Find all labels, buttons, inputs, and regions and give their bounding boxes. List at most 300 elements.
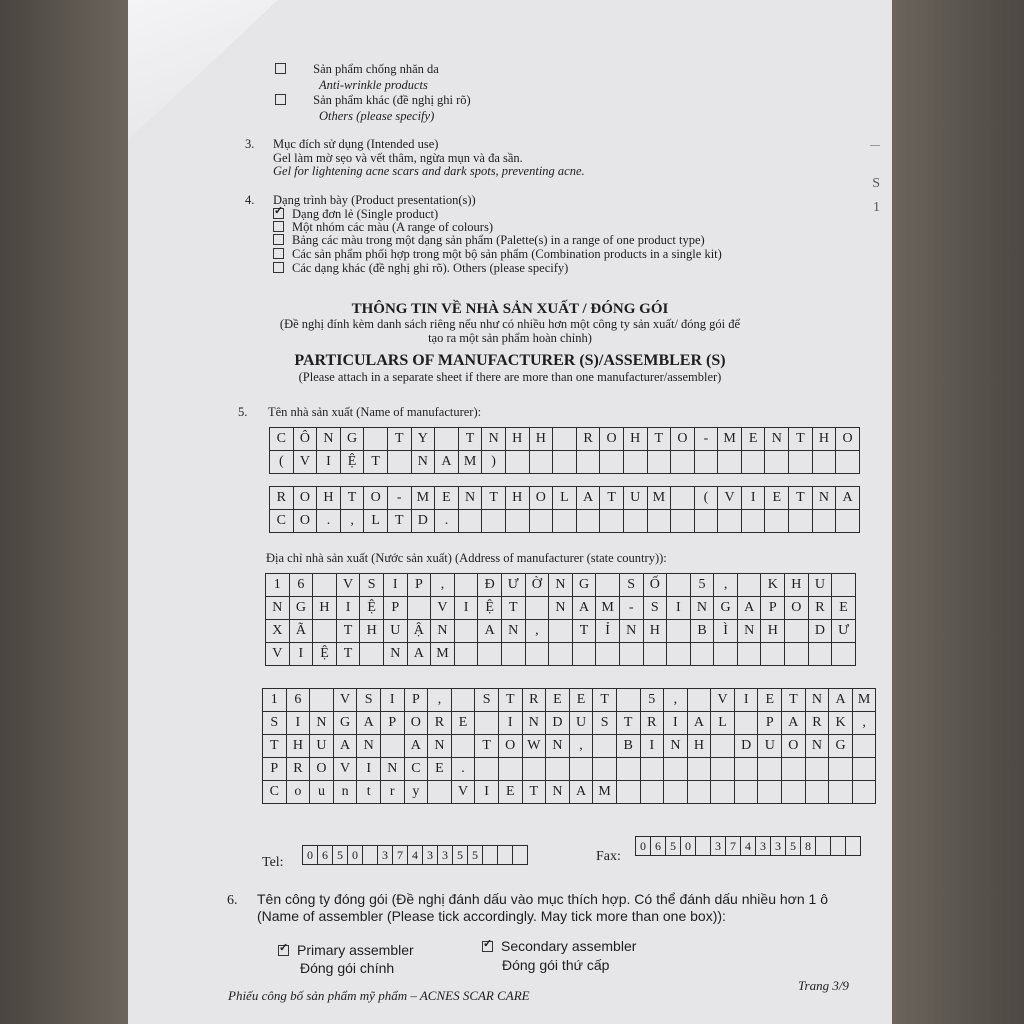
grid-cell: V — [333, 689, 357, 712]
grid-cell — [687, 758, 711, 781]
grid-cell — [711, 735, 735, 758]
fax-label: Fax: — [596, 849, 621, 864]
grid-cell — [498, 758, 522, 781]
grid-cell — [553, 451, 577, 474]
grid-row — [270, 451, 860, 474]
grid-cell: V — [333, 758, 357, 781]
grid-cell: U — [310, 735, 334, 758]
grid-cell: V — [293, 451, 317, 474]
grid-cell: N — [266, 597, 290, 620]
grid-cell — [836, 510, 860, 533]
grid-cell: N — [619, 620, 643, 643]
grid-cell: E — [569, 689, 593, 712]
grid-cell: I — [317, 451, 341, 474]
grid-cell: y — [404, 781, 428, 804]
grid-cell: S — [263, 712, 287, 735]
grid-cell — [313, 574, 337, 597]
grid-cell — [505, 451, 529, 474]
grid-cell: E — [498, 781, 522, 804]
grid-cell: A — [687, 712, 711, 735]
manufacturer-name-en-grid — [269, 486, 860, 533]
grid-cell: 5 — [333, 846, 348, 865]
grid-cell: Ệ — [360, 597, 384, 620]
address-label: Địa chỉ nhà sản xuất (Nước sản xuất) (Address of manufacturer (state country)): — [266, 551, 667, 565]
grid-cell — [482, 510, 506, 533]
grid-row — [266, 620, 856, 643]
grid-cell: U — [383, 620, 407, 643]
grid-cell: u — [310, 781, 334, 804]
grid-cell: T — [647, 428, 671, 451]
grid-cell: K — [761, 574, 785, 597]
grid-cell: N — [765, 428, 789, 451]
presentation-option — [273, 247, 722, 261]
checkbox-icon — [273, 262, 284, 273]
checkbox-icon — [273, 248, 284, 259]
grid-cell — [498, 846, 513, 865]
grid-row — [303, 846, 528, 865]
grid-cell: 5 — [453, 846, 468, 865]
grid-cell: A — [357, 712, 381, 735]
grid-cell: D — [734, 735, 758, 758]
tel-grid — [302, 845, 528, 865]
presentation-title: Dạng trình bày (Product presentation(s)) — [273, 193, 476, 207]
heading-en-note: (Please attach in a separate sheet if there are more than one manufacturer/assembler) — [298, 370, 722, 384]
grid-cell — [623, 451, 647, 474]
grid-cell — [549, 643, 573, 666]
grid-cell: Y — [411, 428, 435, 451]
grid-cell: t — [357, 781, 381, 804]
grid-row — [263, 781, 876, 804]
grid-cell: H — [812, 428, 836, 451]
grid-cell: O — [836, 428, 860, 451]
option-label-vn: Sản phẩm chống nhăn da — [313, 62, 439, 76]
grid-cell: H — [360, 620, 384, 643]
grid-cell: . — [451, 758, 475, 781]
grid-cell: E — [451, 712, 475, 735]
secondary-assembler-label-vn: Đóng gói thứ cấp — [502, 957, 610, 973]
grid-cell — [616, 689, 640, 712]
product-option — [275, 93, 471, 107]
grid-cell: N — [546, 735, 570, 758]
grid-cell: H — [643, 620, 667, 643]
grid-cell: 5 — [666, 837, 681, 856]
grid-cell — [596, 574, 620, 597]
grid-cell — [475, 758, 499, 781]
grid-cell — [741, 451, 765, 474]
grid-cell: X — [266, 620, 290, 643]
grid-cell: S — [360, 574, 384, 597]
grid-cell — [785, 643, 809, 666]
grid-cell: 3 — [438, 846, 453, 865]
assembler-label-vn: Tên công ty đóng gói (Đề nghị đánh dấu vào mục thích hợp. Có thể đánh dấu nhiều hơn 1 ô — [257, 891, 828, 907]
grid-cell: P — [383, 597, 407, 620]
grid-cell — [640, 758, 664, 781]
grid-cell — [812, 510, 836, 533]
grid-cell: S — [357, 689, 381, 712]
grid-cell: ( — [694, 487, 718, 510]
grid-cell: M — [852, 689, 876, 712]
grid-cell — [694, 510, 718, 533]
option-label: Các sản phẩm phối hợp trong một bộ sản phẩm (Combination products in a single kit) — [292, 247, 722, 261]
grid-cell — [852, 781, 876, 804]
grid-cell: I — [734, 689, 758, 712]
grid-cell: T — [336, 620, 360, 643]
grid-cell — [454, 620, 478, 643]
grid-cell — [549, 620, 573, 643]
option-label-en: Others (please specify) — [319, 109, 435, 123]
grid-cell — [619, 643, 643, 666]
background-left — [0, 0, 132, 1024]
grid-cell — [789, 510, 813, 533]
grid-row — [263, 689, 876, 712]
grid-cell: A — [572, 597, 596, 620]
grid-cell: 1 — [266, 574, 290, 597]
grid-cell — [593, 758, 617, 781]
grid-cell: G — [333, 712, 357, 735]
grid-cell: R — [805, 712, 829, 735]
grid-row — [266, 643, 856, 666]
grid-cell: I — [336, 597, 360, 620]
grid-row — [263, 735, 876, 758]
grid-cell — [616, 758, 640, 781]
grid-cell — [765, 451, 789, 474]
checkbox-icon — [275, 63, 286, 74]
grid-cell — [664, 758, 688, 781]
grid-cell — [643, 643, 667, 666]
grid-cell: 1 — [263, 689, 287, 712]
grid-cell: Ệ — [478, 597, 502, 620]
grid-cell: R — [522, 689, 546, 712]
grid-cell: T — [789, 428, 813, 451]
grid-cell: N — [411, 451, 435, 474]
grid-cell: L — [553, 487, 577, 510]
checkbox-icon — [273, 221, 284, 232]
grid-cell: 3 — [756, 837, 771, 856]
grid-cell: R — [286, 758, 310, 781]
grid-cell: A — [836, 487, 860, 510]
grid-cell: 6 — [318, 846, 333, 865]
grid-cell: 5 — [690, 574, 714, 597]
checkbox-checked-icon — [273, 208, 284, 219]
grid-cell: U — [569, 712, 593, 735]
grid-cell: L — [711, 712, 735, 735]
grid-cell: Ậ — [407, 620, 431, 643]
grid-cell: D — [546, 712, 570, 735]
grid-cell: H — [623, 428, 647, 451]
grid-cell: 7 — [726, 837, 741, 856]
grid-cell — [687, 689, 711, 712]
product-option — [275, 62, 439, 76]
grid-cell — [782, 758, 806, 781]
grid-cell: N — [812, 487, 836, 510]
grid-cell: , — [664, 689, 688, 712]
grid-cell: L — [364, 510, 388, 533]
grid-cell — [310, 689, 334, 712]
grid-row — [263, 712, 876, 735]
grid-cell — [829, 781, 853, 804]
grid-cell: I — [475, 781, 499, 804]
grid-cell: T — [263, 735, 287, 758]
grid-cell — [852, 758, 876, 781]
grid-cell — [593, 735, 617, 758]
grid-cell: 6 — [651, 837, 666, 856]
page-number: Trang 3/9 — [798, 978, 849, 993]
grid-cell — [501, 643, 525, 666]
option-label-vn: Sản phẩm khác (đề nghị ghi rõ) — [313, 93, 471, 107]
grid-cell: Ệ — [340, 451, 364, 474]
grid-cell: M — [458, 451, 482, 474]
grid-cell: P — [407, 574, 431, 597]
grid-cell: N — [317, 428, 341, 451]
grid-cell: T — [364, 451, 388, 474]
grid-cell: ( — [270, 451, 294, 474]
grid-cell: R — [640, 712, 664, 735]
option-label: Một nhóm các màu (A range of colours) — [292, 220, 493, 234]
grid-cell: I — [286, 712, 310, 735]
grid-cell: 4 — [741, 837, 756, 856]
grid-cell: . — [435, 510, 459, 533]
grid-cell — [711, 781, 735, 804]
grid-cell: H — [286, 735, 310, 758]
grid-cell: V — [336, 574, 360, 597]
grid-cell: - — [694, 428, 718, 451]
grid-cell: O — [785, 597, 809, 620]
grid-cell: H — [761, 620, 785, 643]
heading-en: PARTICULARS OF MANUFACTURER (S)/ASSEMBLER (S) — [294, 352, 726, 369]
grid-cell — [831, 837, 846, 856]
grid-cell: A — [435, 451, 459, 474]
grid-row — [270, 487, 860, 510]
grid-cell — [734, 758, 758, 781]
tel-label: Tel: — [262, 855, 284, 870]
margin-mark: — — [870, 140, 880, 151]
grid-cell: Ã — [289, 620, 313, 643]
grid-cell: O — [782, 735, 806, 758]
grid-cell — [805, 758, 829, 781]
grid-cell: T — [572, 620, 596, 643]
grid-cell: O — [293, 510, 317, 533]
grid-cell — [640, 781, 664, 804]
address-en-grid — [262, 688, 876, 804]
presentation-option — [273, 261, 568, 275]
grid-cell: T — [498, 689, 522, 712]
grid-cell — [782, 781, 806, 804]
grid-row — [263, 758, 876, 781]
grid-cell: N — [380, 758, 404, 781]
grid-cell: E — [546, 689, 570, 712]
grid-cell: C — [270, 510, 294, 533]
grid-cell: Ệ — [313, 643, 337, 666]
grid-cell: T — [336, 643, 360, 666]
grid-cell: , — [852, 712, 876, 735]
grid-cell — [711, 758, 735, 781]
grid-cell — [852, 735, 876, 758]
grid-cell: T — [501, 597, 525, 620]
checkbox-checked-icon — [482, 941, 493, 952]
grid-cell — [600, 510, 624, 533]
section-number: 5. — [238, 405, 248, 419]
fax-grid — [635, 836, 861, 856]
heading-vn-note: tạo ra một sản phẩm hoàn chỉnh) — [428, 331, 592, 345]
grid-cell: O — [529, 487, 553, 510]
grid-cell: P — [761, 597, 785, 620]
grid-cell: N — [482, 428, 506, 451]
grid-cell — [475, 712, 499, 735]
grid-row — [266, 574, 856, 597]
grid-cell: E — [765, 487, 789, 510]
grid-cell: , — [431, 574, 455, 597]
grid-cell: Ư — [832, 620, 856, 643]
grid-cell: T — [475, 735, 499, 758]
presentation-option — [273, 207, 438, 221]
grid-cell: r — [380, 781, 404, 804]
grid-cell: H — [687, 735, 711, 758]
grid-cell: 5 — [468, 846, 483, 865]
grid-cell: E — [741, 428, 765, 451]
grid-cell — [387, 451, 411, 474]
grid-cell: 4 — [408, 846, 423, 865]
grid-cell — [846, 837, 861, 856]
grid-cell: 0 — [636, 837, 651, 856]
grid-cell: A — [569, 781, 593, 804]
grid-cell — [553, 510, 577, 533]
grid-cell — [737, 574, 761, 597]
grid-cell: O — [600, 428, 624, 451]
grid-cell — [451, 689, 475, 712]
grid-cell — [829, 758, 853, 781]
grid-cell — [718, 451, 742, 474]
grid-cell: 3 — [378, 846, 393, 865]
grid-cell — [832, 643, 856, 666]
grid-cell: I — [289, 643, 313, 666]
intended-use-vn: Gel làm mờ sẹo và vết thâm, ngừa mụn và đa sần. — [273, 151, 523, 165]
folded-corner — [128, 0, 278, 140]
grid-cell — [690, 643, 714, 666]
grid-cell — [364, 428, 388, 451]
grid-cell — [363, 846, 378, 865]
checkbox-icon — [273, 234, 284, 245]
grid-cell: 3 — [771, 837, 786, 856]
grid-cell — [734, 781, 758, 804]
grid-cell: 7 — [393, 846, 408, 865]
heading-vn-note: (Đề nghị đính kèm danh sách riêng nếu như có nhiều hơn một công ty sản xuất/ đóng gói để — [279, 317, 741, 331]
document-page — [128, 0, 892, 1024]
grid-cell — [758, 781, 782, 804]
grid-cell — [647, 510, 671, 533]
grid-cell: P — [380, 712, 404, 735]
grid-cell — [596, 643, 620, 666]
grid-cell: R — [808, 597, 832, 620]
grid-cell — [785, 620, 809, 643]
grid-cell: S — [643, 597, 667, 620]
grid-cell: 5 — [640, 689, 664, 712]
grid-cell — [741, 510, 765, 533]
grid-cell — [647, 451, 671, 474]
grid-row — [636, 837, 861, 856]
grid-cell: Đ — [478, 574, 502, 597]
grid-cell: N — [737, 620, 761, 643]
grid-cell: V — [431, 597, 455, 620]
grid-cell — [505, 510, 529, 533]
grid-cell — [696, 837, 711, 856]
grid-cell — [758, 758, 782, 781]
background-right — [892, 0, 1024, 1024]
grid-cell: B — [616, 735, 640, 758]
grid-cell: N — [522, 712, 546, 735]
grid-cell: V — [711, 689, 735, 712]
grid-cell: N — [664, 735, 688, 758]
grid-cell: K — [829, 712, 853, 735]
grid-cell: M — [593, 781, 617, 804]
grid-cell: T — [482, 487, 506, 510]
grid-cell: H — [505, 487, 529, 510]
grid-cell: H — [317, 487, 341, 510]
grid-cell: T — [789, 487, 813, 510]
grid-cell: E — [832, 597, 856, 620]
grid-cell: O — [404, 712, 428, 735]
grid-cell: N — [431, 620, 455, 643]
grid-cell: A — [407, 643, 431, 666]
grid-cell: , — [428, 689, 452, 712]
grid-cell — [435, 428, 459, 451]
grid-cell: B — [690, 620, 714, 643]
grid-cell: E — [428, 758, 452, 781]
grid-cell — [671, 451, 695, 474]
grid-cell: N — [310, 712, 334, 735]
grid-cell: T — [593, 689, 617, 712]
grid-cell: - — [619, 597, 643, 620]
grid-cell: 5 — [786, 837, 801, 856]
grid-cell: N — [357, 735, 381, 758]
grid-cell: S — [475, 689, 499, 712]
grid-cell: H — [505, 428, 529, 451]
grid-cell: R — [428, 712, 452, 735]
grid-cell: N — [549, 574, 573, 597]
grid-cell: P — [263, 758, 287, 781]
grid-cell — [576, 451, 600, 474]
grid-cell: T — [387, 510, 411, 533]
grid-cell: 0 — [681, 837, 696, 856]
grid-cell: 6 — [286, 689, 310, 712]
grid-cell — [694, 451, 718, 474]
grid-cell: V — [266, 643, 290, 666]
grid-cell: M — [647, 487, 671, 510]
grid-cell — [529, 451, 553, 474]
grid-cell — [667, 620, 691, 643]
grid-cell: N — [805, 735, 829, 758]
grid-cell — [428, 781, 452, 804]
grid-cell: N — [549, 597, 573, 620]
secondary-assembler-label: Secondary assembler — [501, 938, 637, 954]
option-label: Bảng các màu trong một dạng sản phẩm (Palette(s) in a range of one product type) — [292, 233, 705, 247]
grid-cell: A — [478, 620, 502, 643]
grid-cell — [805, 781, 829, 804]
option-label: Các dạng khác (đề nghị ghi rõ). Others (please specify) — [292, 261, 569, 275]
grid-cell — [816, 837, 831, 856]
grid-cell: , — [569, 735, 593, 758]
grid-cell: G — [714, 597, 738, 620]
grid-cell: U — [623, 487, 647, 510]
grid-cell: N — [458, 487, 482, 510]
grid-cell — [808, 643, 832, 666]
grid-cell: N — [690, 597, 714, 620]
grid-cell: E — [435, 487, 459, 510]
grid-cell — [360, 643, 384, 666]
grid-cell — [718, 510, 742, 533]
grid-cell: D — [411, 510, 435, 533]
grid-cell — [832, 574, 856, 597]
grid-cell: I — [640, 735, 664, 758]
